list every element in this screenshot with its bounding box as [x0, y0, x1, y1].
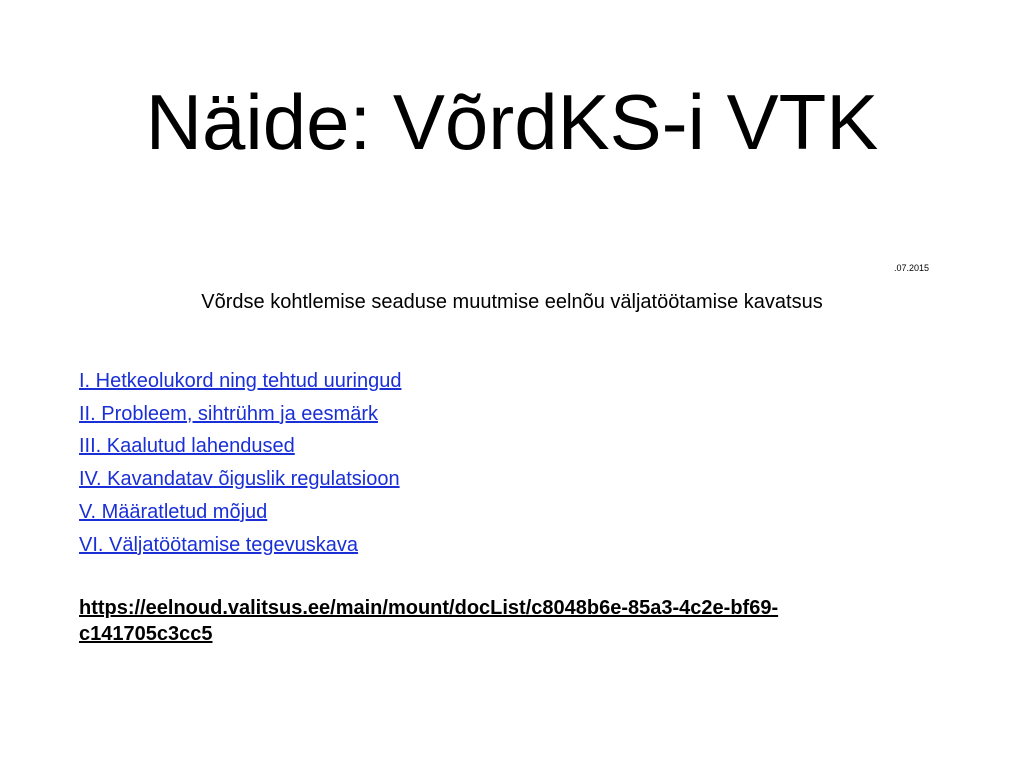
- toc-item: [79, 463, 401, 496]
- source-url-line-2: c141705c3cc5: [79, 623, 213, 645]
- source-url-line-1: https://eelnoud.valitsus.ee/main/mount/docList/c8048b6e-85a3-4c2e-bf69-: [79, 597, 779, 619]
- table-of-contents: [79, 365, 401, 561]
- toc-link-6[interactable]: VI. Väljatöötamise tegevuskava: [79, 533, 359, 556]
- toc-item: [79, 430, 401, 463]
- source-url-link[interactable]: [79, 597, 778, 645]
- toc-link-3[interactable]: III. Kaalutud lahendused: [79, 435, 295, 458]
- toc-item: [79, 496, 401, 529]
- toc-link-2[interactable]: II. Probleem, sihtrühm ja eesmärk: [79, 402, 378, 425]
- toc-item: [79, 365, 401, 398]
- toc-item: [79, 529, 401, 562]
- toc-link-1[interactable]: I. Hetkeolukord ning tehtud uuringud: [79, 370, 402, 392]
- toc-link-5[interactable]: V. Määratletud mõjud: [79, 500, 268, 523]
- slide-title: Näide: VõrdKS-i VTK: [145, 78, 879, 166]
- toc-item: [79, 398, 401, 431]
- slide-date: .07.2015: [893, 263, 929, 273]
- source-url-block: [79, 595, 939, 647]
- slide-subtitle: Võrdse kohtlemise seaduse muutmise eelnõu väljatöötamise kavatsus: [201, 291, 823, 313]
- toc-link-4[interactable]: IV. Kavandatav õiguslik regulatsioon: [79, 468, 400, 491]
